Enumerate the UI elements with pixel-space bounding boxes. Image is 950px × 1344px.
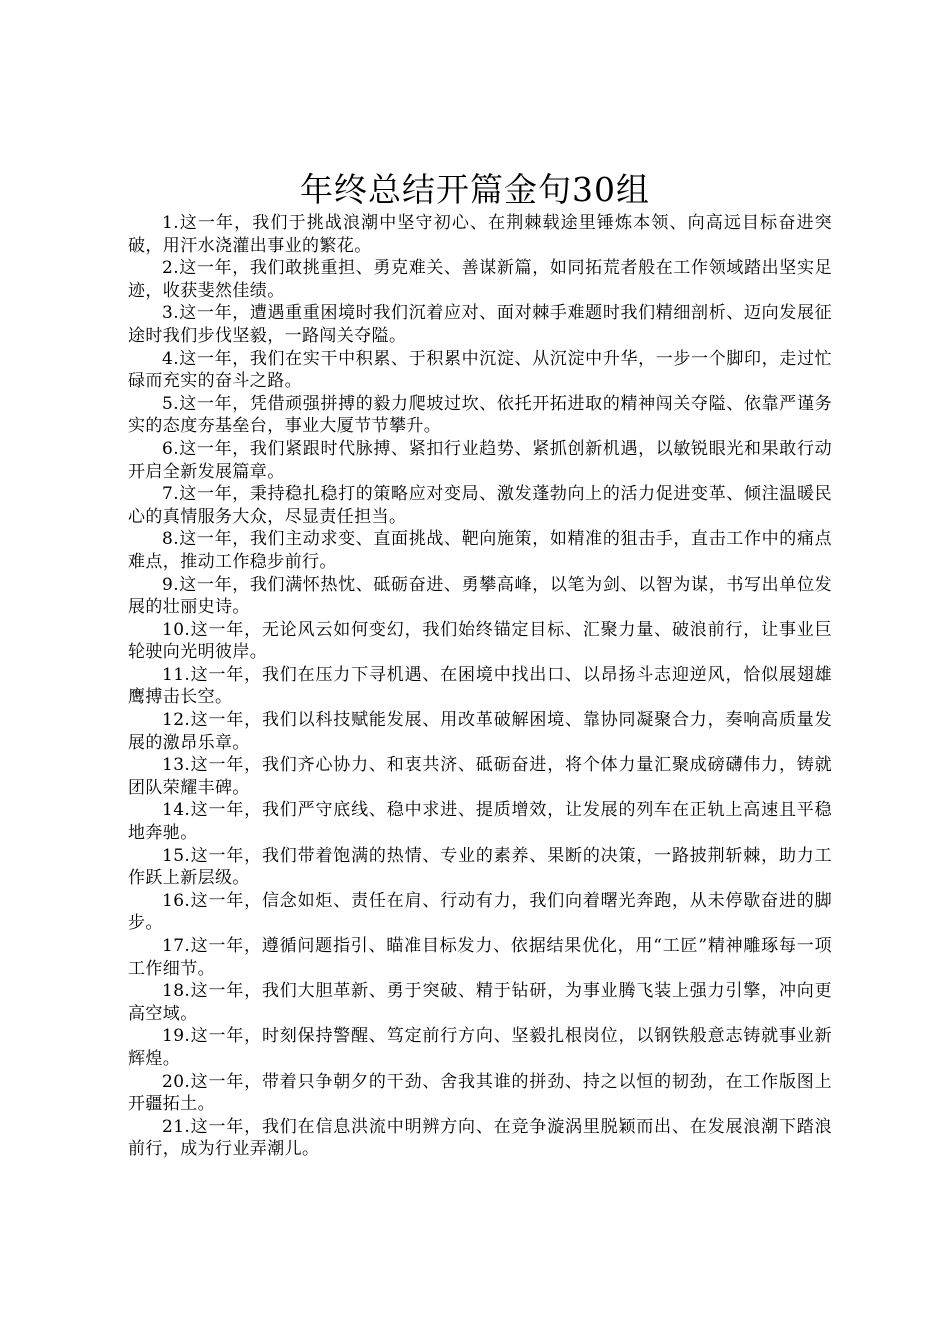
paragraph-2: 2.这一年，我们敢挑重担、勇克难关、善谋新篇，如同拓荒者般在工作领域踏出坚实足迹，收获斐然佳绩。 — [128, 258, 832, 301]
paragraph-13: 13.这一年，我们齐心协力、和衷共济、砥砺奋进，将个体力量汇聚成磅礴伟力，铸就团队荣耀丰碑。 — [128, 755, 832, 798]
paragraph-12: 12.这一年，我们以科技赋能发展、用改革破解困境、靠协同凝聚合力，奏响高质量发展的激昂乐章。 — [128, 710, 832, 753]
paragraph-8: 8.这一年，我们主动求变、直面挑战、靶向施策，如精准的狙击手，直击工作中的痛点难点，推动工作稳步前行。 — [128, 529, 832, 572]
paragraph-16: 16.这一年，信念如炬、责任在肩、行动有力，我们向着曙光奔跑，从未停歇奋进的脚步。 — [128, 890, 832, 934]
paragraph-18: 18.这一年，我们大胆革新、勇于突破、精于钻研，为事业腾飞装上强力引擎，冲向更高空域。 — [128, 981, 832, 1024]
paragraph-1: 1.这一年，我们于挑战浪潮中坚守初心、在荆棘载途里锤炼本领、向高远目标奋进突破，用汗水浇灌出事业的繁花。 — [128, 213, 832, 256]
paragraph-6: 6.这一年，我们紧跟时代脉搏、紧扣行业趋势、紧抓创新机遇，以敏锐眼光和果敢行动开启全新发展篇章。 — [128, 438, 832, 482]
paragraph-20: 20.这一年，带着只争朝夕的干劲、舍我其谁的拼劲、持之以恒的韧劲，在工作版图上开疆拓土。 — [128, 1071, 832, 1115]
paragraph-10: 10.这一年，无论风云如何变幻，我们始终锚定目标、汇聚力量、破浪前行，让事业巨轮驶向光明彼岸。 — [128, 619, 832, 663]
paragraph-15: 15.这一年，我们带着饱满的热情、专业的素养、果断的决策，一路披荆斩棘，助力工作跃上新层级。 — [128, 845, 832, 889]
paragraph-4: 4.这一年，我们在实干中积累、于积累中沉淀、从沉淀中升华，一步一个脚印，走过忙碌而充实的奋斗之路。 — [128, 348, 832, 392]
document-title: 年终总结开篇金句30组 — [300, 170, 650, 209]
paragraph-3: 3.这一年，遭遇重重困境时我们沉着应对、面对棘手难题时我们精细剖析、迈向发展征途时我们步伐坚毅，一路闯关夺隘。 — [128, 303, 832, 346]
paragraph-5: 5.这一年，凭借顽强拼搏的毅力爬坡过坎、依托开拓进取的精神闯关夺隘、依靠严谨务实的态度夯基垒台，事业大厦节节攀升。 — [128, 393, 832, 437]
document-body — [128, 212, 832, 1161]
paragraph-7: 7.这一年，秉持稳扎稳打的策略应对变局、激发蓬勃向上的活力促进变革、倾注温暖民心的真情服务大众，尽显责任担当。 — [128, 484, 832, 527]
paragraph-14: 14.这一年，我们严守底线、稳中求进、提质增效，让发展的列车在正轨上高速且平稳地奔驰。 — [128, 800, 832, 844]
paragraph-19: 19.这一年，时刻保持警醒、笃定前行方向、坚毅扎根岗位，以钢铁般意志铸就事业新辉煌。 — [128, 1026, 832, 1069]
paragraph-11: 11.这一年，我们在压力下寻机遇、在困境中找出口、以昂扬斗志迎逆风，恰似展翅雄鹰搏击长空。 — [128, 664, 832, 708]
paragraph-9: 9.这一年，我们满怀热忱、砥砺奋进、勇攀高峰，以笔为剑、以智为谋，书写出单位发展的壮丽史诗。 — [128, 574, 832, 618]
paragraph-21: 21.这一年，我们在信息洪流中明辨方向、在竞争漩涡里脱颖而出、在发展浪潮下踏浪前行，成为行业弄潮儿。 — [128, 1116, 832, 1160]
paragraph-17: 17.这一年，遵循问题指引、瞄准目标发力、依据结果优化，用“工匠”精神雕琢每一项工作细节。 — [128, 936, 832, 979]
